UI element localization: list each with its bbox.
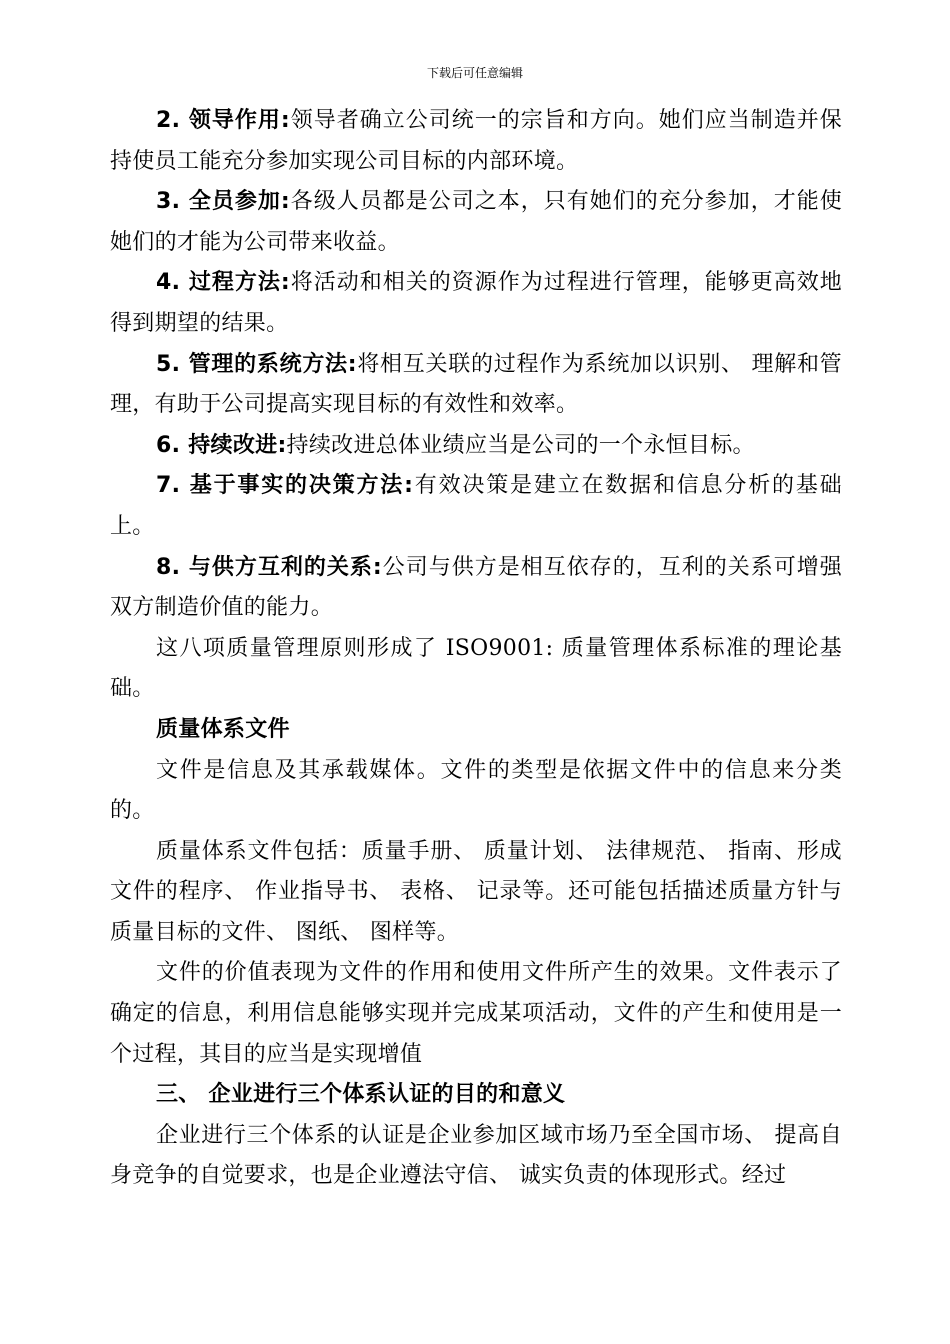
principle-title: 4. 过程方法 — [156, 270, 281, 296]
principle-text: 各级人员都是公司之本，只有她们的充分参加，才能使她们的才能为公司带来收益。 — [110, 189, 842, 255]
principle-title: 5. 管理的系统方法 — [156, 351, 348, 377]
principle-text: 领导者确立公司统一的宗旨和方向。她们应当制造并保持使员工能充分参加实现公司目标的内部环境。 — [110, 108, 842, 174]
principle-colon: : — [280, 108, 291, 133]
paragraph: 质量体系文件包括：质量手册、 质量计划、 法律规范、 指南、形成文件的程序、 作业指导书、 表格、 记录等。还可能包括描述质量方针与质量目标的文件、 图纸、 图样等。 — [110, 838, 842, 945]
paragraph: 文件是信息及其承载媒体。文件的类型是依据文件中的信息来分类的。 — [110, 757, 842, 824]
principle-text: 将活动和相关的资源作为过程进行管理，能够更高效地得到期望的结果。 — [110, 270, 842, 336]
principle-title: 6. 持续改进 — [156, 432, 278, 458]
principle-colon: : — [280, 189, 291, 215]
principle-item — [110, 466, 842, 547]
section-heading-text: 质量体系文件 — [156, 716, 290, 742]
principle-item — [110, 263, 842, 344]
principle-text: 将相互关联的过程作为系统加以识别、 理解和管理，有助于公司提高实现目标的有效性和效率。 — [110, 351, 842, 418]
principle-title: 3. 全员参加 — [156, 189, 281, 215]
principle-item — [110, 182, 842, 263]
document-body — [110, 101, 842, 1197]
principle-colon: : — [347, 351, 357, 377]
principle-title: 8. 与供方互利的关系 — [156, 554, 373, 580]
principle-text: 有效决策是建立在数据和信息分析的基础上。 — [110, 473, 842, 539]
principle-text: 持续改进总体业绩应当是公司的一个永恒目标。 — [286, 432, 755, 458]
principle-text: 公司与供方是相互依存的，互利的关系可增强双方制造价值的能力。 — [110, 554, 842, 621]
paragraph: 企业进行三个体系的认证是企业参加区域市场乃至全国市场、 提高自身竞争的自觉要求，也是企业遵法守信、 诚实负责的体现形式。经过 — [110, 1122, 842, 1189]
principle-item — [110, 426, 842, 467]
page-header: 下载后可任意编辑 — [426, 66, 523, 80]
principles-summary: 这八项质量管理原则形成了 ISO9001: 质量管理体系标准的理论基础。 — [110, 635, 842, 702]
section-heading-quality-docs — [110, 710, 842, 751]
principle-title: 7. 基于事实的决策方法 — [156, 473, 405, 499]
principle-colon: : — [372, 554, 383, 580]
paragraph: 文件的价值表现为文件的作用和使用文件所产生的效果。文件表示了确定的信息，利用信息能够实现并完成某项活动，文件的产生和使用是一个过程，其目的应当是实现增值 — [110, 960, 842, 1067]
principle-item — [110, 345, 842, 426]
principle-colon: : — [280, 270, 291, 296]
principle-item — [110, 101, 842, 182]
section-heading-text: 三、 企业进行三个体系认证的目的和意义 — [156, 1082, 566, 1108]
section-heading-certification — [110, 1075, 842, 1116]
principle-item — [110, 548, 842, 629]
principle-colon: : — [404, 473, 414, 499]
principle-colon: : — [277, 432, 287, 458]
principle-title: 2. 领导作用 — [156, 108, 281, 133]
